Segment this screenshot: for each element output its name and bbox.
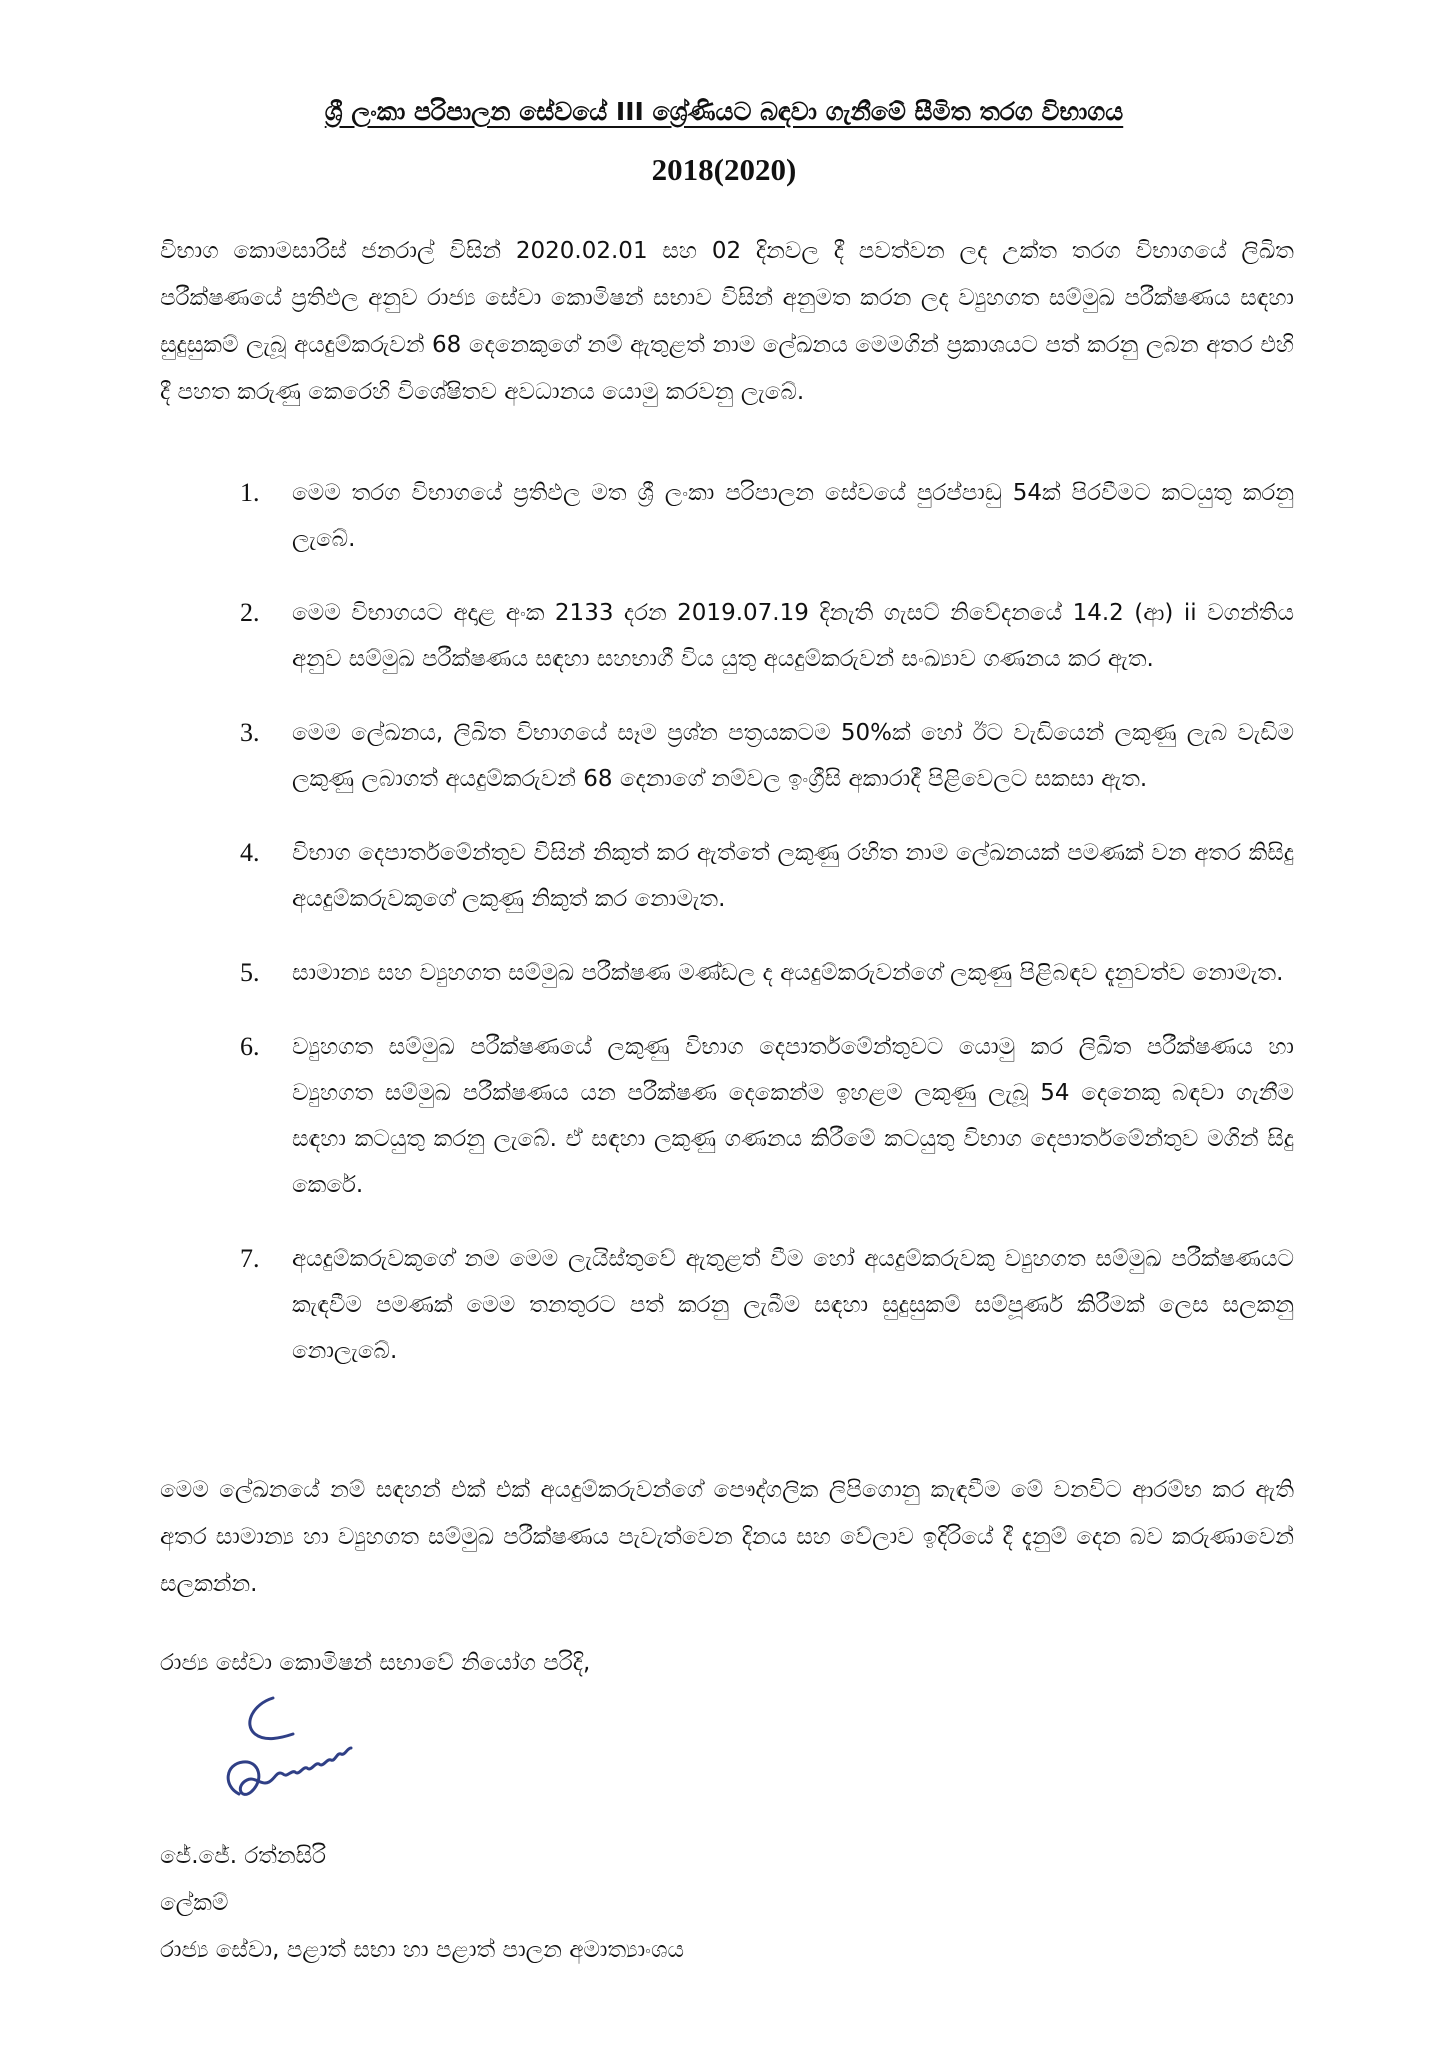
list-item-text: ව්‍යුහගත සම්මුඛ පරීක්ෂණයේ ලකුණු විභාග දෙපාර්තමේන්තුවට යොමු කර ලිඛිත පරීක්ෂණය හා ව්‍යුහගත සම්මුඛ පරීක්ෂණය යන පරීක්ෂණ දෙකෙන්ම ඉහළම ලකුණු ලැබූ 54 දෙනෙකු බඳවා ගැනීම සඳහා කටයුතු කරනු ලැබේ. ඒ සඳහා ලකුණු ගණනය කිරීමේ කටයුතු විභාග දෙපාර්තමේන්තුව මගින් සිදු කෙරේ. xyxy=(292,1034,1294,1198)
list-item xyxy=(240,590,1294,682)
intro-paragraph: විභාග කොමසාරිස් ජනරාල් විසින් 2020.02.01 සහ 02 දිනවල දී පවත්වන ලද උක්ත තරග විභාගයේ ලිඛිත පරීක්ෂණයේ ප්‍රතිඵල අනුව රාජ්‍ය සේවා කොමිෂන් සභාව විසින් අනුමත කරන ලද ව්‍යුහගත සම්මුඛ පරීක්ෂණය සඳහා සුදුසුකම් ලැබූ අයදුම්කරුවන් 68 දෙනෙකුගේ නම් ඇතුළත් නාම ලේඛනය මෙමගින් ප්‍රකාශයට පත් කරනු ලබන අතර එහි දී පහත කරුණු කෙරෙහි විශේෂිතව අවධානය යොමු කරවනු ලැබේ. xyxy=(160,238,1294,405)
signatory-title: ලේකම් xyxy=(160,1890,229,1916)
list-item-number: 1. xyxy=(240,478,260,507)
signature-block xyxy=(160,1833,684,1974)
list-item-text: මෙම ලේඛනය, ලිඛිත විභාගයේ සෑම ප්‍රශ්න පත්‍රයකටම 50%ක් හෝ ඊට වැඩියෙන් ලකුණු ලැබ වැඩිම ලකුණු ලබාගත් අයදුම්කරුවන් 68 දෙනාගේ නම්වල ඉංග්‍රීසි අකාරාදී පිළිවෙලට සකසා ඇත. xyxy=(292,720,1294,792)
list-item-text: මෙම විභාගයට අදාළ අංක 2133 දරන 2019.07.19 දිනැති ගැසට් නිවේදනයේ 14.2 (ආ) ii වගන්තිය අනුව සම්මුඛ පරීක්ෂණය සඳහා සහභාගී විය යුතු අයදුම්කරුවන් සංඛ්‍යාව ගණනය කර ඇත. xyxy=(292,600,1294,672)
signatory-ministry: රාජ්‍ය සේවා, පළාත් සභා හා පළාත් පාලන අමාත්‍යාංශය xyxy=(160,1937,684,1963)
document-title: ශ්‍රී ලංකා පරිපාලන සේවයේ III ශ්‍රේණියට බඳවා ගැනීමේ සීමිත තරග විභාගය xyxy=(324,97,1124,126)
list-item xyxy=(240,1236,1294,1374)
list-item-number: 7. xyxy=(240,1244,260,1273)
list-item xyxy=(240,830,1294,922)
list-item-number: 5. xyxy=(240,958,260,987)
list-item-number: 2. xyxy=(240,598,260,627)
list-item-text: විභාග දෙපාර්තමේන්තුව විසින් නිකුත් කර ඇත්තේ ලකුණු රහිත නාම ලේඛනයක් පමණක් වන අතර කිසිදු අයදුම්කරුවකුගේ ලකුණු නිකුත් කර නොමැත. xyxy=(292,840,1294,912)
list-item-number: 6. xyxy=(240,1032,260,1061)
list-item-text: මෙම තරග විභාගයේ ප්‍රතිඵල මත ශ්‍රී ලංකා පරිපාලන සේවයේ පුරප්පාඩු 54ක් පිරවීමට කටයුතු කරනු ලැබේ. xyxy=(292,480,1294,552)
list-item-text: අයදුම්කරුවකුගේ නම මෙම ලැයිස්තුවේ ඇතුළත් වීම හෝ අයදුම්කරුවකු ව්‍යුහගත සම්මුඛ පරීක්ෂණයට කැඳවීම පමණක් මෙම තනතුරට පත් කරනු ලැබීම සඳහා සුදුසුකම් සම්පූර්ණ කිරීමක් ලෙස සලකනු නොලැබේ. xyxy=(292,1246,1294,1364)
list-item xyxy=(240,470,1294,562)
list-item xyxy=(240,710,1294,802)
list-item-number: 3. xyxy=(240,718,260,747)
document-year: 2018(2020) xyxy=(651,152,797,187)
list-item xyxy=(240,950,1294,996)
list-item-text: සාමාන්‍ය සහ ව්‍යුහගත සම්මුඛ පරීක්ෂණ මණ්ඩල ද අයදුම්කරුවන්ගේ ලකුණු පිළිබඳව දැනුවත්ව නොමැත. xyxy=(292,960,1284,986)
signature-icon xyxy=(195,1690,365,1820)
points-list xyxy=(240,470,1294,1402)
signatory-name: ජේ.ජේ. රත්නසිරි xyxy=(160,1843,327,1869)
closing-paragraph: මෙම ලේඛනයේ නම් සඳහන් එක් එක් අයදුම්කරුවන්ගේ පෞද්ගලික ලිපිගොනු කැඳවීම මේ වනවිට ආරම්භ කර ඇති අතර සාමාන්‍ය හා ව්‍යුහගත සම්මුඛ පරීක්ෂණය පැවැත්වෙන දිනය සහ වේලාව ඉදිරියේ දී දැනුම් දෙන බව කරුණාවෙන් සලකන්න. xyxy=(160,1477,1294,1597)
salutation: රාජ්‍ය සේවා කොමිෂන් සභාවේ නියෝග පරිදි, xyxy=(160,1650,591,1676)
list-item-number: 4. xyxy=(240,838,260,867)
list-item xyxy=(240,1024,1294,1208)
